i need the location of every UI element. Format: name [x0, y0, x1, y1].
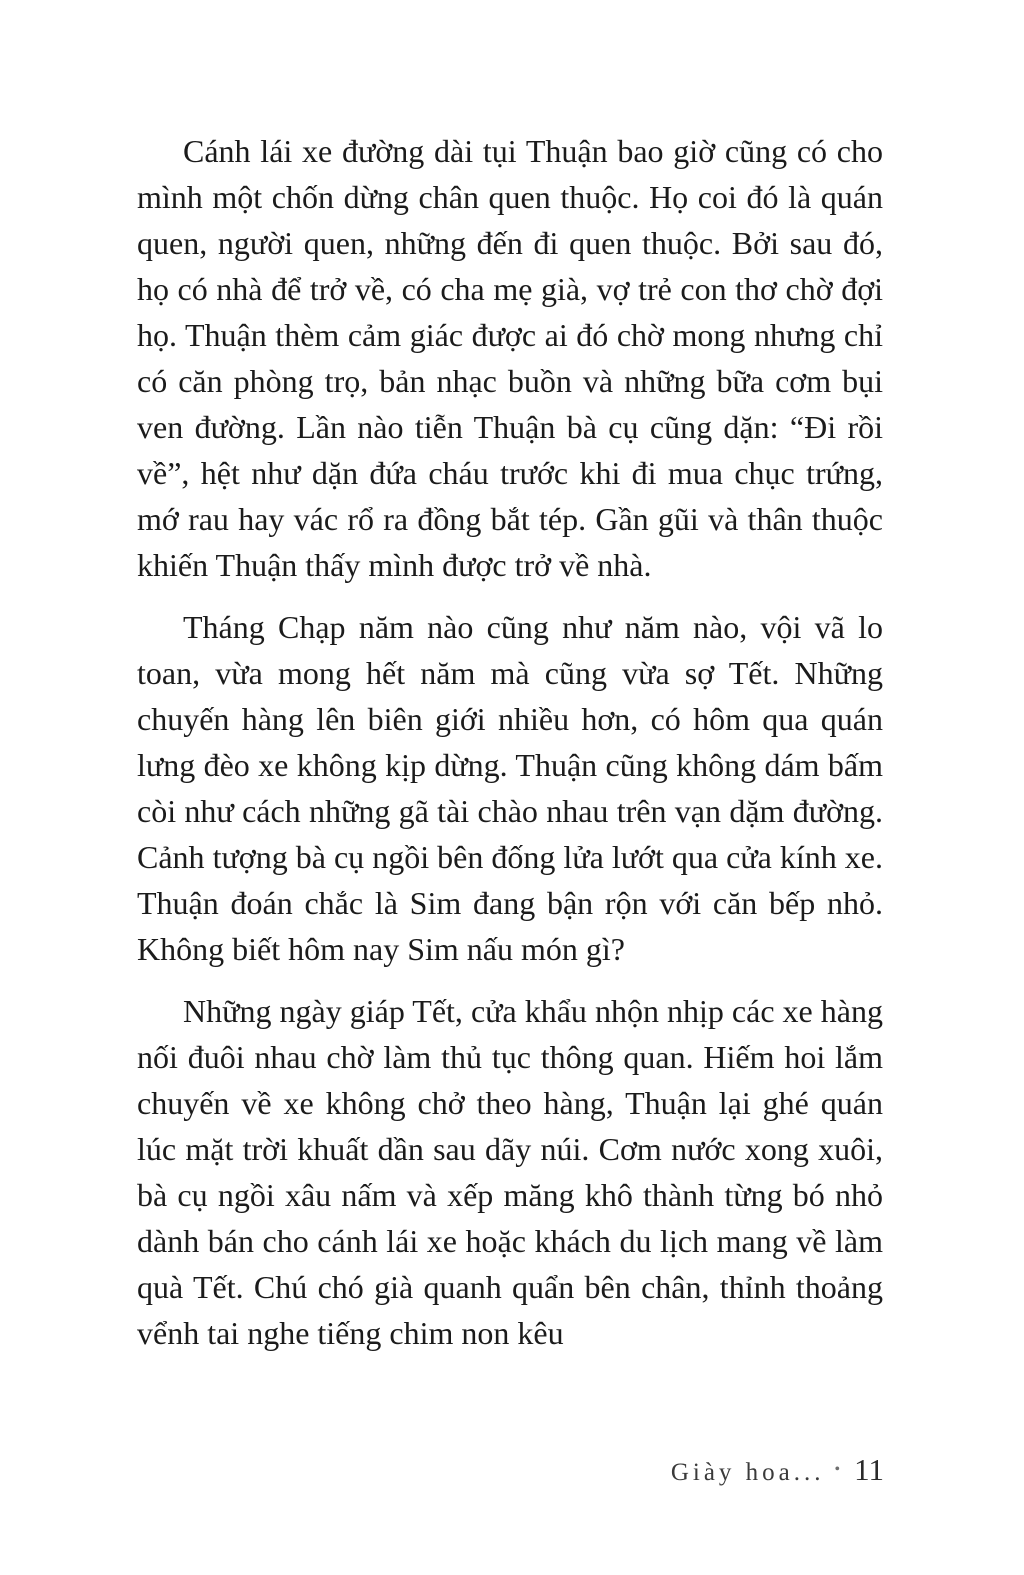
running-title: Giày hoa...	[670, 1459, 825, 1486]
page-footer	[671, 1452, 884, 1488]
paragraph: Cánh lái xe đường dài tụi Thuận bao giờ cũng có cho mình một chốn dừng chân quen thuộc. Họ coi đó là quán quen, người quen, những đến đi quen thuộc. Bởi sau đó, họ có nhà để trở về, có cha mẹ già, vợ trẻ con thơ chờ đợi họ. Thuận thèm cảm giác được ai đó chờ mong nhưng chỉ có căn phòng trọ, bản nhạc buồn và những bữa cơm bụi ven đường. Lần nào tiễn Thuận bà cụ cũng dặn: “Đi rồi về”, hệt như dặn đứa cháu trước khi đi mua chục trứng, mớ rau hay vác rổ ra đồng bắt tép. Gần gũi và thân thuộc khiến Thuận thấy mình được trở về nhà.	[137, 133, 883, 583]
bullet-separator-icon: •	[834, 1461, 841, 1478]
body-text	[137, 128, 883, 1372]
paragraph: Tháng Chạp năm nào cũng như năm nào, vội vã lo toan, vừa mong hết năm mà cũng vừa sợ Tết. Những chuyến hàng lên biên giới nhiều hơn, có hôm qua quán lưng đèo xe không kịp dừng. Thuận cũng không dám bấm còi như cách những gã tài chào nhau trên vạn dặm đường. Cảnh tượng bà cụ ngồi bên đống lửa lướt qua cửa kính xe. Thuận đoán chắc là Sim đang bận rộn với căn bếp nhỏ. Không biết hôm nay Sim nấu món gì?	[137, 609, 883, 967]
page-number: 11	[854, 1452, 884, 1487]
paragraph: Những ngày giáp Tết, cửa khẩu nhộn nhịp các xe hàng nối đuôi nhau chờ làm thủ tục thông quan. Hiếm hoi lắm chuyến về xe không chở theo hàng, Thuận lại ghé quán lúc mặt trời khuất dần sau dãy núi. Cơm nước xong xuôi, bà cụ ngồi xâu nấm và xếp măng khô thành từng bó nhỏ dành bán cho cánh lái xe hoặc khách du lịch mang về làm quà Tết. Chú chó già quanh quẩn bên chân, thỉnh thoảng vểnh tai nghe tiếng chim non kêu	[137, 993, 883, 1351]
